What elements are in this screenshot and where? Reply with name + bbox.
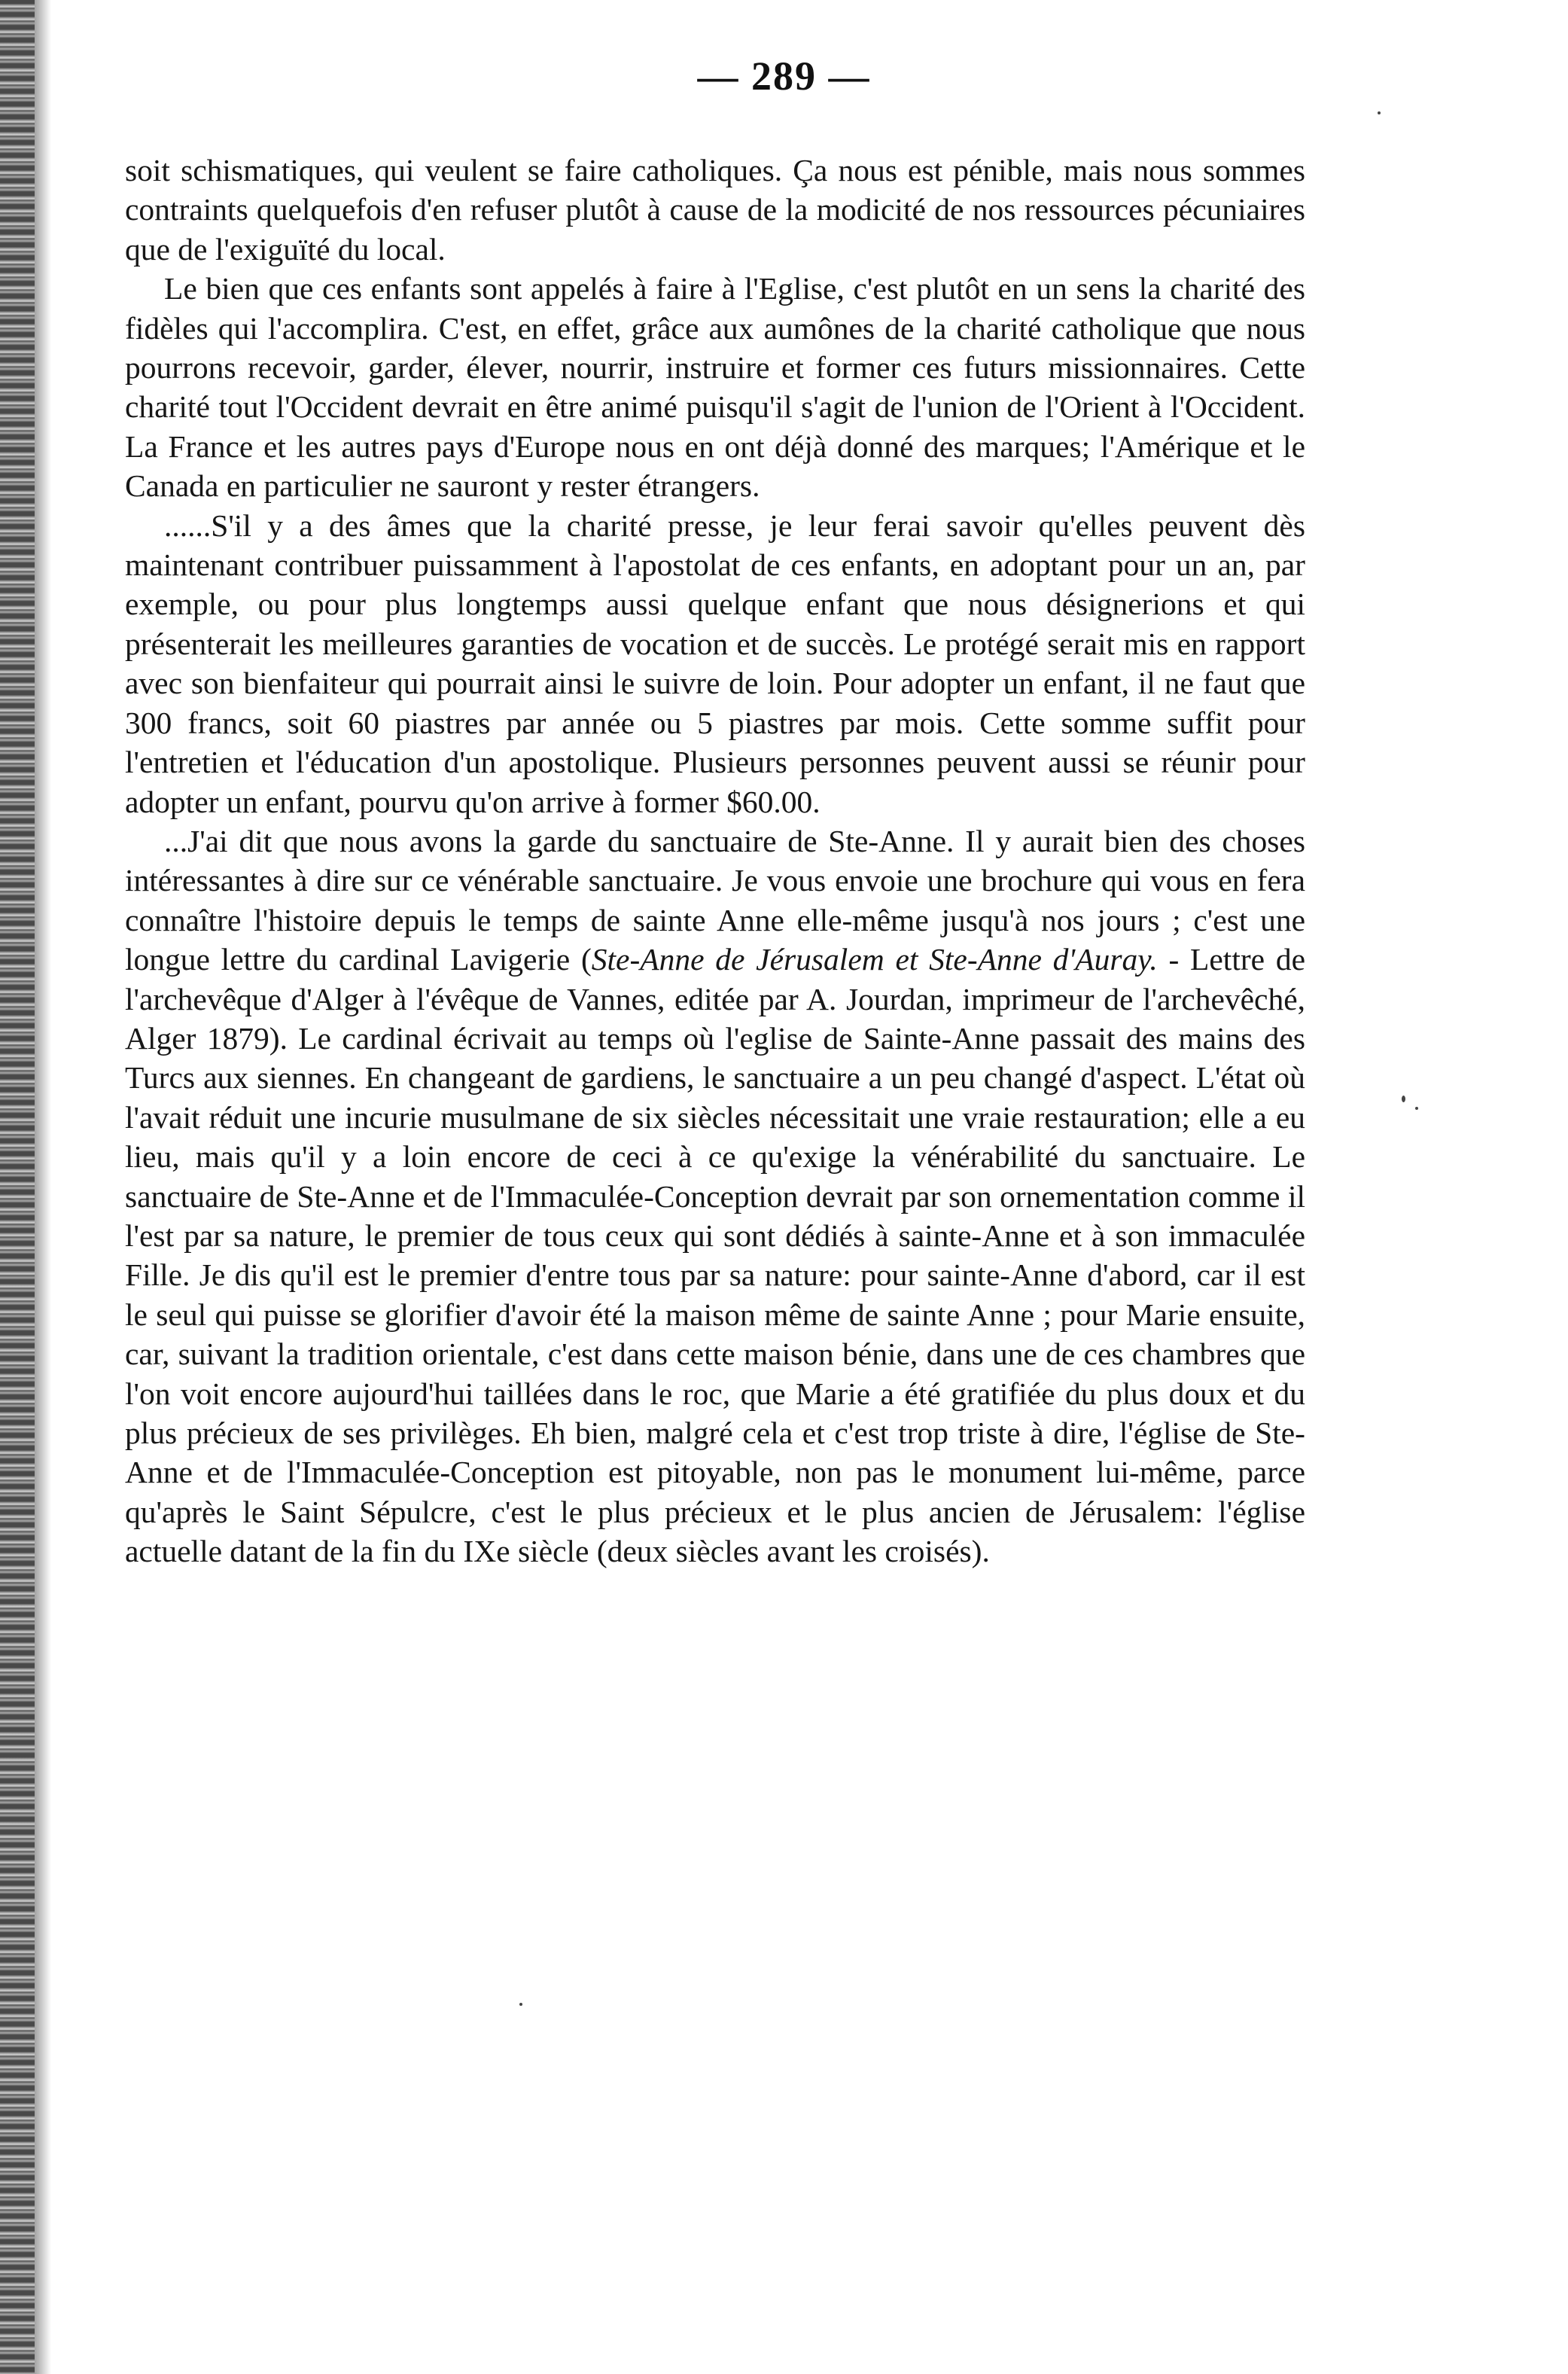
paragraph-4-citation: Ste-Anne de Jérusalem et Ste-Anne d'Auray. <box>591 942 1158 977</box>
paragraph-2: Le bien que ces enfants sont appelés à faire à l'Eglise, c'est plutôt en un sens la charité des fidèles qui l'accomplira. C'est, en effet, grâce aux aumônes de la charité catholique que nous pourrons recevoir, garder, élever, nourrir, instruire et former ces futurs missionnaires. Cette charité tout l'Occident devrait en être animé puisqu'il s'agit de l'union de l'Orient à l'Occident. La France et les autres pays d'Europe nous en ont déjà donné des marques; l'Amérique et le Canada en particulier ne sauront y rester étrangers. <box>125 271 1305 504</box>
book-binding-edge <box>0 0 35 2374</box>
print-speck <box>1378 111 1381 114</box>
paragraph-4 <box>125 821 1305 1571</box>
print-speck <box>1402 1096 1405 1102</box>
print-speck <box>1415 1107 1418 1110</box>
paragraph-1: soit schismatiques, qui veulent se faire catholiques. Ça nous est pénible, mais nous sommes contraints quelquefois d'en refuser plutôt à cause de la modicité de nos ressources pécuniaires que de l'exiguïté du local. <box>125 153 1305 267</box>
body-text <box>125 151 1305 1571</box>
paragraph-4-run: ...J'ai dit que nous avons la garde du sanctuaire de Ste-Anne. Il y aurait bien des choses intéressantes à dire sur ce vénérable sanctuaire. Je vous envoie une brochure qui vous en fera connaître l'histoire depuis le temps de sainte Anne elle-même jusqu'à nos jours ; c'est une longue lettre du cardinal Lavigerie ( <box>125 823 1305 977</box>
page-number: — 289 — <box>697 53 871 99</box>
paragraph-3: ......S'il y a des âmes que la charité presse, je leur ferai savoir qu'elles peuvent dès maintenant contribuer puissamment à l'apostolat de ces enfants, en adoptant pour un an, par exemple, ou pour plus longtemps aussi quelque enfant que nous désignerions et qui présenterait les meilleures garanties de vocation et de succès. Le protégé serait mis en rapport avec son bienfaiteur qui pourrait ainsi le suivre de loin. Pour adopter un enfant, il ne faut que 300 francs, soit 60 piastres par année ou 5 piastres par mois. Cette somme suffit pour l'entretien et l'éducation d'un apostolique. Plusieurs personnes peuvent aussi se réunir pour adopter un enfant, pourvu qu'on arrive à former $60.00. <box>125 507 1305 819</box>
print-speck <box>519 2003 522 2006</box>
paragraph-4-run: - Lettre de l'archevêque d'Alger à l'évêque de Vannes, editée par A. Jourdan, imprimeur de l'archevêché, Alger 1879). Le cardinal écrivait au temps où l'eglise de Sainte-Anne passait des mains des Turcs aux siennes. En changeant de gardiens, le sanctuaire a un peu changé d'aspect. L'état où l'avait réduit une incurie musulmane de six siècles nécessitait une vraie restauration; elle a eu lieu, mais qu'il y a loin encore de ceci à ce qu'exige la vénérabilité du sanctuaire. Le sanctuaire de Ste-Anne et de l'Immaculée-Conception devrait par son ornementation comme il l'est par sa nature, le premier de tous ceux qui sont dédiés à sainte-Anne et à son immaculée Fille. Je dis qu'il est le premier d'entre tous par sa nature: pour sainte-Anne d'abord, car il est le seul qui puisse se glorifier d'avoir été la maison même de sainte Anne ; pour Marie ensuite, car, suivant la tradition orientale, c'est dans cette maison bénie, dans une de ces chambres que l'on voit encore aujourd'hui taillées dans le roc, que Marie a été gratifiée du plus doux et du plus précieux de ses privilèges. Eh bien, malgré cela et c'est trop triste à dire, l'église de Ste-Anne et de l'Immaculée-Conception est pitoyable, non pas le monument lui-même, parce qu'après le Saint Sépulcre, c'est le plus précieux et le plus ancien de Jérusalem: l'église actuelle datant de la fin du IXe siècle (deux siècles avant les croisés). <box>125 942 1305 1569</box>
